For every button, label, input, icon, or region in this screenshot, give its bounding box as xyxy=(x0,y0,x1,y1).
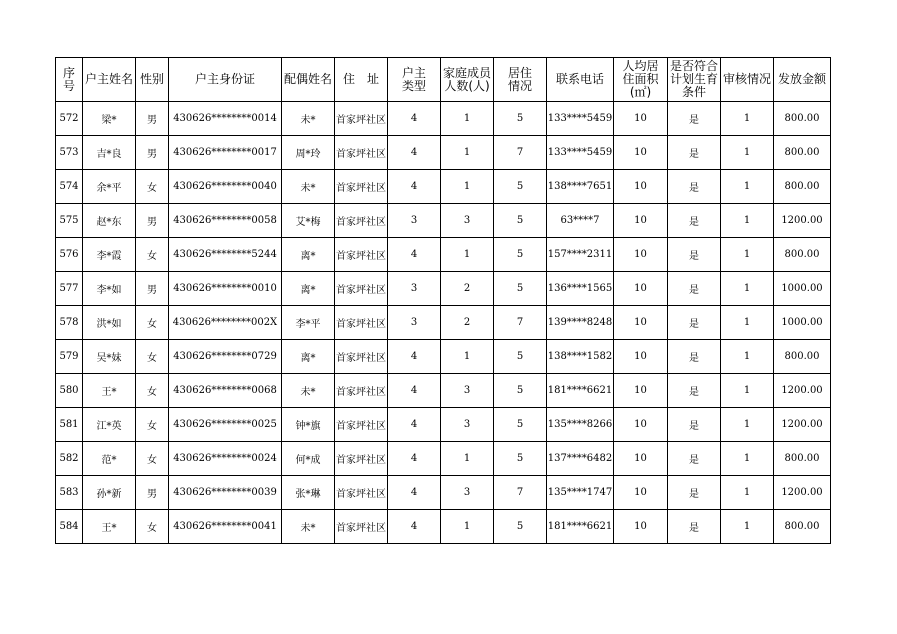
cell-members: 1 xyxy=(441,340,494,374)
column-header-line: 户主身份证 xyxy=(194,72,255,86)
cell-review: 1 xyxy=(721,306,774,340)
cell-phone: 133****5459 xyxy=(547,136,614,170)
cell-phone: 135****8266 xyxy=(547,408,614,442)
cell-seq: 579 xyxy=(56,340,83,374)
cell-plan: 是 xyxy=(668,102,721,136)
cell-seq: 576 xyxy=(56,238,83,272)
cell-name: 孙*新 xyxy=(83,476,136,510)
cell-members: 2 xyxy=(441,272,494,306)
cell-phone: 139****8248 xyxy=(547,306,614,340)
cell-living: 5 xyxy=(494,442,547,476)
column-header-line: 计划生育 xyxy=(669,72,718,86)
column-header-area xyxy=(614,58,668,102)
cell-sex: 男 xyxy=(136,204,169,238)
table-row xyxy=(56,204,831,238)
cell-seq: 578 xyxy=(56,306,83,340)
column-header-line: 条件 xyxy=(681,85,706,99)
cell-living: 5 xyxy=(494,510,547,544)
cell-addr: 首家坪社区 xyxy=(335,340,388,374)
cell-name: 梁* xyxy=(83,102,136,136)
cell-members: 2 xyxy=(441,306,494,340)
cell-type: 4 xyxy=(388,408,441,442)
table-row xyxy=(56,340,831,374)
cell-type: 3 xyxy=(388,272,441,306)
cell-phone: 63****7 xyxy=(547,204,614,238)
column-header-line: 户主 xyxy=(401,65,426,80)
cell-spouse: 离* xyxy=(282,272,335,306)
cell-area: 10 xyxy=(614,442,668,476)
cell-sex: 女 xyxy=(136,510,169,544)
cell-addr: 首家坪社区 xyxy=(335,102,388,136)
table-row xyxy=(56,442,831,476)
cell-name: 王* xyxy=(83,374,136,408)
cell-review: 1 xyxy=(721,136,774,170)
column-header-plan xyxy=(668,58,721,102)
table-row xyxy=(56,476,831,510)
cell-name: 吉*良 xyxy=(83,136,136,170)
cell-sex: 女 xyxy=(136,238,169,272)
cell-addr: 首家坪社区 xyxy=(335,408,388,442)
cell-members: 3 xyxy=(441,204,494,238)
cell-area: 10 xyxy=(614,136,668,170)
cell-sex: 男 xyxy=(136,102,169,136)
cell-seq: 575 xyxy=(56,204,83,238)
cell-addr: 首家坪社区 xyxy=(335,204,388,238)
cell-amount: 1200.00 xyxy=(774,408,831,442)
cell-living: 5 xyxy=(494,170,547,204)
cell-review: 1 xyxy=(721,238,774,272)
cell-addr: 首家坪社区 xyxy=(335,476,388,510)
cell-id: 430626********0025 xyxy=(169,408,282,442)
cell-seq: 573 xyxy=(56,136,83,170)
cell-plan: 是 xyxy=(668,136,721,170)
table-row xyxy=(56,272,831,306)
cell-name: 范* xyxy=(83,442,136,476)
column-header-review xyxy=(721,58,774,102)
cell-name: 李*霞 xyxy=(83,238,136,272)
cell-members: 1 xyxy=(441,238,494,272)
cell-addr: 首家坪社区 xyxy=(335,170,388,204)
cell-seq: 577 xyxy=(56,272,83,306)
cell-spouse: 艾*梅 xyxy=(282,204,335,238)
cell-sex: 男 xyxy=(136,136,169,170)
cell-amount: 800.00 xyxy=(774,102,831,136)
cell-sex: 男 xyxy=(136,476,169,510)
column-header-line: 类型 xyxy=(401,78,426,93)
cell-spouse: 李*平 xyxy=(282,306,335,340)
cell-plan: 是 xyxy=(668,238,721,272)
cell-amount: 800.00 xyxy=(774,136,831,170)
cell-members: 1 xyxy=(441,102,494,136)
column-header-line: 联系电话 xyxy=(555,72,604,86)
cell-review: 1 xyxy=(721,204,774,238)
cell-living: 5 xyxy=(494,374,547,408)
cell-amount: 800.00 xyxy=(774,340,831,374)
cell-review: 1 xyxy=(721,272,774,306)
cell-area: 10 xyxy=(614,340,668,374)
cell-type: 4 xyxy=(388,510,441,544)
cell-name: 余*平 xyxy=(83,170,136,204)
cell-sex: 女 xyxy=(136,340,169,374)
cell-name: 洪*如 xyxy=(83,306,136,340)
column-header-id xyxy=(169,58,282,102)
column-header-seq xyxy=(56,58,83,102)
cell-type: 4 xyxy=(388,170,441,204)
cell-id: 430626********0024 xyxy=(169,442,282,476)
cell-spouse: 未* xyxy=(282,170,335,204)
cell-amount: 1200.00 xyxy=(774,374,831,408)
cell-review: 1 xyxy=(721,340,774,374)
cell-plan: 是 xyxy=(668,340,721,374)
column-header-line: 情况 xyxy=(507,78,532,93)
cell-sex: 女 xyxy=(136,442,169,476)
cell-amount: 800.00 xyxy=(774,510,831,544)
cell-id: 430626********0017 xyxy=(169,136,282,170)
column-header-addr xyxy=(335,58,388,102)
cell-plan: 是 xyxy=(668,476,721,510)
cell-plan: 是 xyxy=(668,442,721,476)
table-row xyxy=(56,510,831,544)
column-header-line: 性别 xyxy=(139,72,164,86)
cell-name: 江*英 xyxy=(83,408,136,442)
cell-id: 430626********0010 xyxy=(169,272,282,306)
cell-members: 3 xyxy=(441,476,494,510)
cell-spouse: 张*琳 xyxy=(282,476,335,510)
cell-spouse: 何*成 xyxy=(282,442,335,476)
cell-id: 430626********0039 xyxy=(169,476,282,510)
cell-living: 7 xyxy=(494,136,547,170)
cell-sex: 男 xyxy=(136,272,169,306)
cell-living: 5 xyxy=(494,102,547,136)
cell-seq: 580 xyxy=(56,374,83,408)
cell-id: 430626********0058 xyxy=(169,204,282,238)
cell-seq: 582 xyxy=(56,442,83,476)
cell-living: 5 xyxy=(494,340,547,374)
cell-seq: 581 xyxy=(56,408,83,442)
cell-area: 10 xyxy=(614,476,668,510)
cell-plan: 是 xyxy=(668,510,721,544)
cell-type: 4 xyxy=(388,136,441,170)
cell-id: 430626********002X xyxy=(169,306,282,340)
column-header-line: (㎡) xyxy=(629,85,652,99)
cell-type: 4 xyxy=(388,476,441,510)
cell-amount: 1000.00 xyxy=(774,272,831,306)
cell-phone: 138****7651 xyxy=(547,170,614,204)
column-header-line: 号 xyxy=(62,78,75,93)
cell-area: 10 xyxy=(614,374,668,408)
column-header-line: 住 址 xyxy=(342,72,379,86)
cell-plan: 是 xyxy=(668,204,721,238)
cell-living: 7 xyxy=(494,476,547,510)
column-header-line: 家庭成员 xyxy=(442,65,491,80)
cell-spouse: 未* xyxy=(282,510,335,544)
column-header-phone xyxy=(547,58,614,102)
cell-review: 1 xyxy=(721,374,774,408)
cell-living: 5 xyxy=(494,204,547,238)
cell-amount: 1200.00 xyxy=(774,476,831,510)
cell-review: 1 xyxy=(721,442,774,476)
column-header-type xyxy=(388,58,441,102)
cell-amount: 800.00 xyxy=(774,170,831,204)
cell-members: 1 xyxy=(441,136,494,170)
cell-phone: 136****1565 xyxy=(547,272,614,306)
cell-id: 430626********0068 xyxy=(169,374,282,408)
column-header-living xyxy=(494,58,547,102)
cell-addr: 首家坪社区 xyxy=(335,136,388,170)
column-header-amount xyxy=(774,58,831,102)
cell-phone: 135****1747 xyxy=(547,476,614,510)
cell-addr: 首家坪社区 xyxy=(335,442,388,476)
cell-plan: 是 xyxy=(668,408,721,442)
cell-amount: 1000.00 xyxy=(774,306,831,340)
cell-phone: 181****6621 xyxy=(547,374,614,408)
cell-area: 10 xyxy=(614,306,668,340)
table-row xyxy=(56,408,831,442)
table-row xyxy=(56,102,831,136)
cell-members: 3 xyxy=(441,408,494,442)
cell-type: 4 xyxy=(388,374,441,408)
cell-plan: 是 xyxy=(668,374,721,408)
cell-area: 10 xyxy=(614,510,668,544)
cell-members: 1 xyxy=(441,510,494,544)
column-header-line: 户主姓名 xyxy=(84,72,133,86)
cell-area: 10 xyxy=(614,272,668,306)
column-header-line: 序 xyxy=(62,65,75,80)
cell-review: 1 xyxy=(721,170,774,204)
cell-area: 10 xyxy=(614,408,668,442)
cell-type: 3 xyxy=(388,204,441,238)
cell-review: 1 xyxy=(721,510,774,544)
cell-spouse: 周*玲 xyxy=(282,136,335,170)
cell-addr: 首家坪社区 xyxy=(335,374,388,408)
cell-living: 5 xyxy=(494,408,547,442)
cell-living: 5 xyxy=(494,272,547,306)
cell-spouse: 钟*旗 xyxy=(282,408,335,442)
cell-seq: 584 xyxy=(56,510,83,544)
column-header-spouse xyxy=(282,58,335,102)
cell-area: 10 xyxy=(614,102,668,136)
cell-area: 10 xyxy=(614,238,668,272)
cell-plan: 是 xyxy=(668,306,721,340)
cell-seq: 583 xyxy=(56,476,83,510)
cell-name: 赵*东 xyxy=(83,204,136,238)
cell-id: 430626********0014 xyxy=(169,102,282,136)
cell-id: 430626********0729 xyxy=(169,340,282,374)
cell-phone: 133****5459 xyxy=(547,102,614,136)
header-row xyxy=(56,58,831,102)
cell-area: 10 xyxy=(614,204,668,238)
column-header-line: 人数(人) xyxy=(444,78,490,93)
cell-review: 1 xyxy=(721,102,774,136)
cell-plan: 是 xyxy=(668,272,721,306)
cell-sex: 女 xyxy=(136,374,169,408)
cell-phone: 137****6482 xyxy=(547,442,614,476)
cell-spouse: 离* xyxy=(282,238,335,272)
cell-seq: 572 xyxy=(56,102,83,136)
cell-addr: 首家坪社区 xyxy=(335,272,388,306)
cell-spouse: 未* xyxy=(282,102,335,136)
cell-addr: 首家坪社区 xyxy=(335,306,388,340)
cell-amount: 1200.00 xyxy=(774,204,831,238)
column-header-line: 配偶姓名 xyxy=(283,72,332,86)
table-row xyxy=(56,306,831,340)
cell-living: 5 xyxy=(494,238,547,272)
cell-sex: 女 xyxy=(136,306,169,340)
cell-spouse: 离* xyxy=(282,340,335,374)
cell-sex: 女 xyxy=(136,170,169,204)
cell-addr: 首家坪社区 xyxy=(335,510,388,544)
column-header-line: 人均居 xyxy=(622,59,659,73)
cell-seq: 574 xyxy=(56,170,83,204)
column-header-members xyxy=(441,58,494,102)
cell-type: 4 xyxy=(388,238,441,272)
table-body xyxy=(56,102,831,544)
column-header-line: 发放金额 xyxy=(777,72,826,86)
cell-review: 1 xyxy=(721,476,774,510)
table-row xyxy=(56,374,831,408)
cell-amount: 800.00 xyxy=(774,442,831,476)
cell-name: 王* xyxy=(83,510,136,544)
cell-name: 吴*妹 xyxy=(83,340,136,374)
cell-spouse: 未* xyxy=(282,374,335,408)
column-header-name xyxy=(83,58,136,102)
table-row xyxy=(56,136,831,170)
cell-members: 1 xyxy=(441,442,494,476)
column-header-line: 是否符合 xyxy=(669,59,718,73)
column-header-line: 居住 xyxy=(507,65,532,80)
cell-id: 430626********0041 xyxy=(169,510,282,544)
cell-members: 1 xyxy=(441,170,494,204)
cell-name: 李*如 xyxy=(83,272,136,306)
cell-phone: 157****2311 xyxy=(547,238,614,272)
cell-id: 430626********0040 xyxy=(169,170,282,204)
cell-plan: 是 xyxy=(668,170,721,204)
column-header-line: 住面积 xyxy=(622,72,659,86)
cell-sex: 女 xyxy=(136,408,169,442)
cell-type: 3 xyxy=(388,306,441,340)
cell-phone: 138****1582 xyxy=(547,340,614,374)
household-subsidy-table xyxy=(55,57,831,544)
cell-living: 7 xyxy=(494,306,547,340)
table-row xyxy=(56,238,831,272)
cell-phone: 181****6621 xyxy=(547,510,614,544)
cell-review: 1 xyxy=(721,408,774,442)
cell-amount: 800.00 xyxy=(774,238,831,272)
cell-area: 10 xyxy=(614,170,668,204)
cell-type: 4 xyxy=(388,340,441,374)
cell-type: 4 xyxy=(388,442,441,476)
cell-addr: 首家坪社区 xyxy=(335,238,388,272)
column-header-sex xyxy=(136,58,169,102)
cell-type: 4 xyxy=(388,102,441,136)
cell-id: 430626********5244 xyxy=(169,238,282,272)
table-row xyxy=(56,170,831,204)
column-header-line: 审核情况 xyxy=(722,72,771,86)
cell-members: 3 xyxy=(441,374,494,408)
